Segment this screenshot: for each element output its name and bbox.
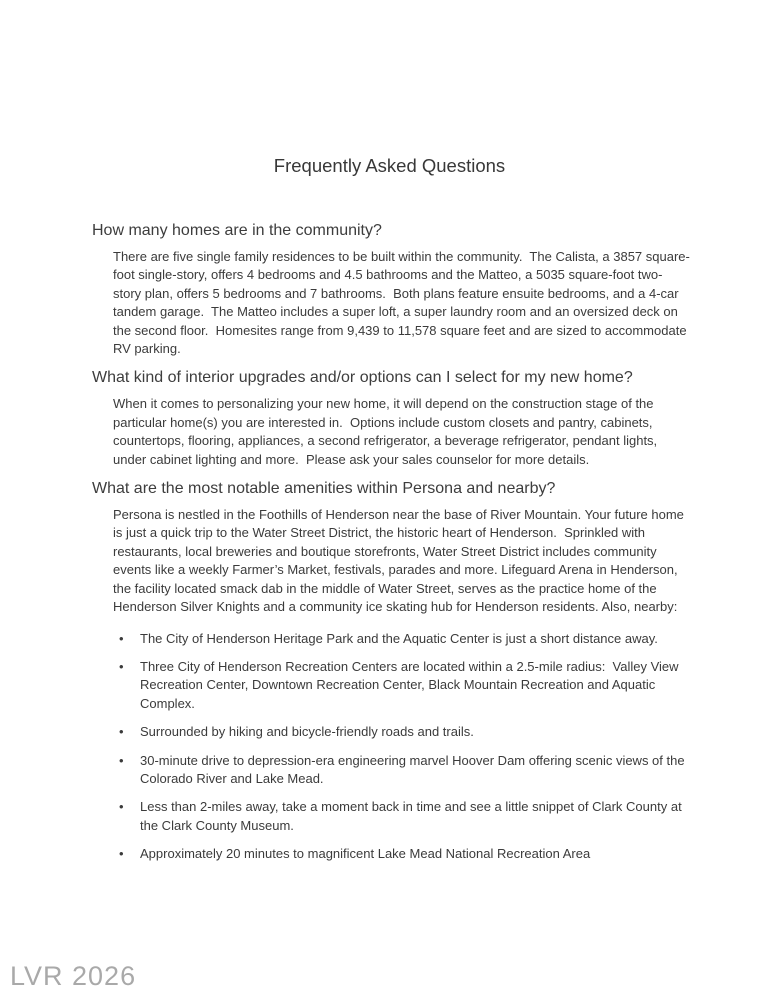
question-heading: What are the most notable amenities within Persona and nearby? bbox=[92, 480, 556, 498]
question-heading: What kind of interior upgrades and/or options can I select for my new home? bbox=[92, 369, 633, 387]
page-title: Frequently Asked Questions bbox=[273, 155, 506, 176]
answer-paragraph: Persona is nestled in the Foothills of Henderson near the base of River Mountain. Your future home is just a quick trip to the Water Street District, the historic heart of Henderson. Sprinkled with restaurants, local breweries and boutique storefronts, Water Street District includes community events like a weekly Farmer’s Market, festivals, parades and more. Lifeguard Arena in Henderson, the facility located smack dab in the middle of Water Street, serves as the practice home of the Henderson Silver Knights and a community ice skating hub for Henderson residents. Also, nearby: bbox=[113, 507, 688, 615]
bullet-item: • Surrounded by hiking and bicycle-friendly roads and trails. bbox=[140, 723, 690, 741]
question-heading: How many homes are in the community? bbox=[92, 222, 382, 239]
answer-paragraph: When it comes to personalizing your new home, it will depend on the construction stage of the particular home(s) you are interested in. Options include custom closets and pantry, cabinets, countertops, flooring, appliances, a second refrigerator, a beverage refrigerator, pendant lights, under cabinet lighting and more. Please ask your sales counselor for more details. bbox=[113, 396, 661, 467]
faq-section-homes bbox=[0, 220, 779, 358]
bullet-list bbox=[140, 630, 690, 864]
faq-section-upgrades bbox=[0, 367, 779, 469]
watermark: LVR 2026 bbox=[10, 961, 137, 991]
bullet-item: • 30-minute drive to depression-era engineering marvel Hoover Dam offering scenic views of the Colorado River and Lake Mead. bbox=[140, 752, 690, 789]
faq-section-amenities bbox=[0, 478, 779, 864]
bullet-item: • Less than 2-miles away, take a moment back in time and see a little snippet of Clark County at the Clark County Museum. bbox=[140, 798, 690, 835]
bullet-item: • Approximately 20 minutes to magnificent Lake Mead National Recreation Area bbox=[140, 845, 690, 863]
bullet-item: • Three City of Henderson Recreation Centers are located within a 2.5-mile radius: Valley View Recreation Center, Downtown Recreation Center, Black Mountain Recreation and Aquatic Complex. bbox=[140, 658, 690, 713]
bullet-item: • The City of Henderson Heritage Park and the Aquatic Center is just a short distance away. bbox=[140, 630, 690, 648]
answer-paragraph: There are five single family residences to be built within the community. The Calista, a 3857 square-foot single-story, offers 4 bedrooms and 4.5 bathrooms and the Matteo, a 5035 square-foot two-story plan, offers 5 bedrooms and 7 bathrooms. Both plans feature ensuite bedrooms, and a 4-car tandem garage. The Matteo includes a super loft, a super laundry room and an oversized deck on the second floor. Homesites range from 9,439 to 11,578 square feet and are sized to accommodate RV parking. bbox=[113, 249, 691, 357]
